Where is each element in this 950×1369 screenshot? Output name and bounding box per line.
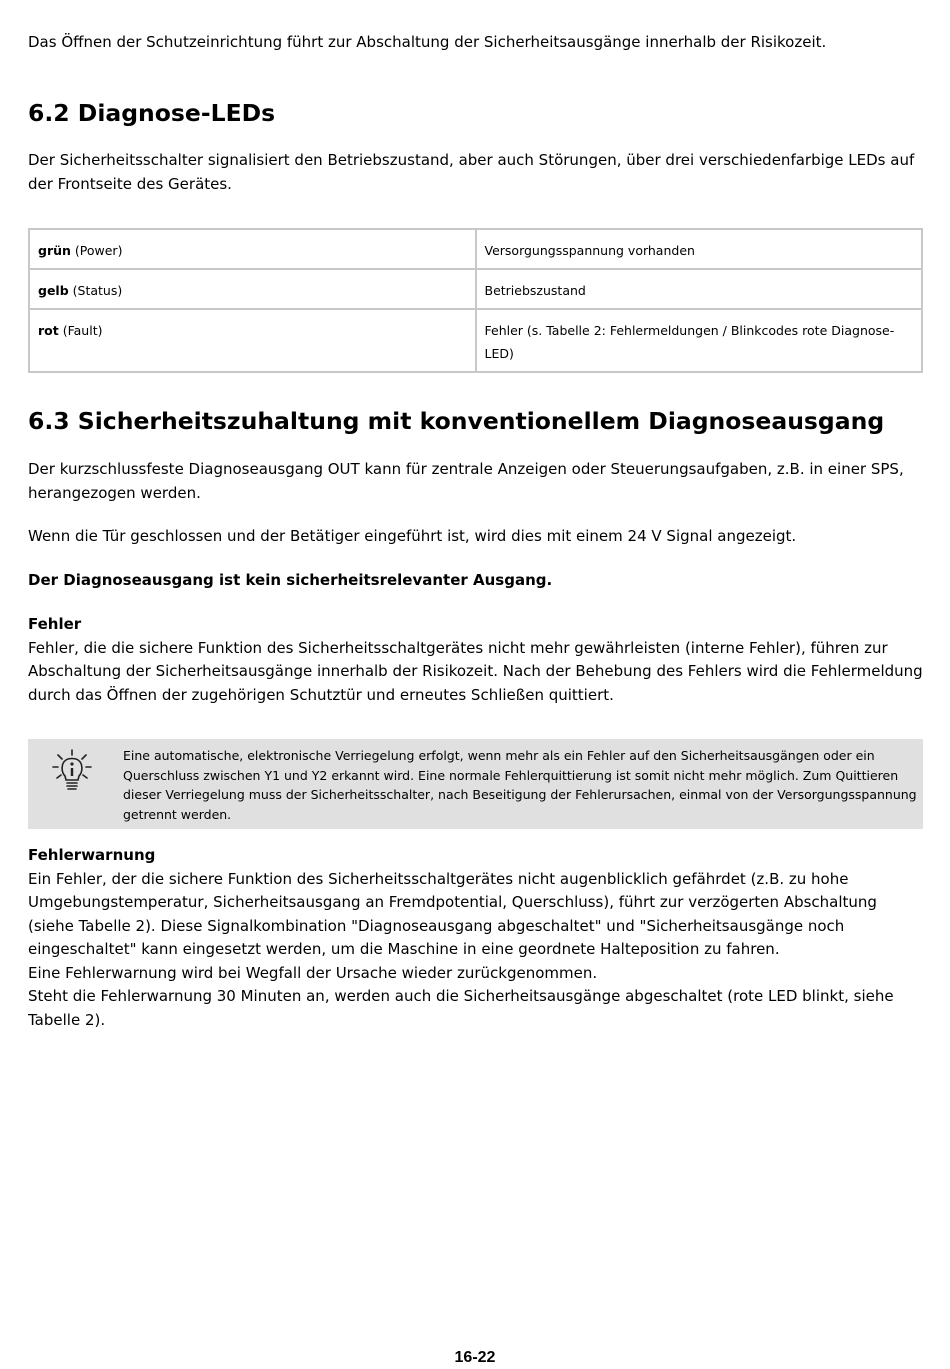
led-color: grün — [38, 243, 71, 258]
fehlerwarnung-block — [28, 844, 923, 1032]
led-name-cell — [29, 229, 476, 269]
bold-statement: Der Diagnoseausgang ist kein sicherheitsrelevanter Ausgang. — [28, 571, 553, 589]
fehlerwarnung-heading: Fehlerwarnung — [28, 846, 156, 864]
led-description: Fehler (s. Tabelle 2: Fehlermeldungen / Blinkcodes rote Diagnose-LED) — [476, 309, 923, 372]
fehlerwarnung-line-3: Steht die Fehlerwarnung 30 Minuten an, werden auch die Sicherheitsausgänge abgeschaltet (rote LED blinkt, siehe Tabelle 2). — [28, 987, 894, 1029]
fehlerwarnung-line-1: Ein Fehler, der die sichere Funktion des Sicherheitsschaltgerätes nicht augenblicklich gefährdet (z.B. zu hohe Umgebungstemperatur, Sicherheitsausgang an Fremdpotential, Querschluss), führt zur verzögerten Abschaltung (siehe Tabelle 2). Diese Signalkombination "Diagnoseausgang abgeschaltet" und "Sicherheitsausgänge noch eingeschaltet" kann eingesetzt werden, um die Maschine in eine geordnete Halteposition zu fahren. — [28, 869, 877, 958]
led-description: Betriebszustand — [476, 269, 923, 309]
info-note-text: Eine automatische, elektronische Verriegelung erfolgt, wenn mehr als ein Fehler auf den Sicherheitsausgängen oder ein Querschluss zwischen Y1 und Y2 erkannt wird. Eine normale Fehlerquittierung ist somit nicht mehr möglich. Zum Quittieren dieser Verriegelung muss der Sicherheitsschalter, nach Beseitigung der Fehlerursachen, einmal von der Versorgungsspannung getrennt werden. — [123, 748, 917, 822]
led-label: (Fault) — [62, 323, 103, 338]
led-description: Versorgungsspannung vorhanden — [476, 229, 923, 269]
led-row-red — [29, 309, 922, 372]
fehler-heading: Fehler — [28, 615, 82, 633]
info-note — [28, 739, 923, 829]
section-6-2-heading: 6.2 Diagnose-LEDs — [28, 99, 276, 127]
section-6-3-paragraph-1: Der kurzschlussfeste Diagnoseausgang OUT kann für zentrale Anzeigen oder Steuerungsaufgaben, z.B. in einer SPS, herangezogen werden. — [28, 460, 904, 502]
led-row-green — [29, 229, 922, 269]
section-6-2-paragraph: Der Sicherheitsschalter signalisiert den Betriebszustand, aber auch Störungen, über drei verschiedenfarbige LEDs auf der Frontseite des Gerätes. — [28, 151, 915, 193]
fehlerwarnung-line-2: Eine Fehlerwarnung wird bei Wegfall der Ursache wieder zurückgenommen. — [28, 963, 598, 982]
fehler-block — [28, 613, 923, 707]
led-table — [28, 228, 923, 373]
fehler-text: Fehler, die die sichere Funktion des Sicherheitsschaltgerätes nicht mehr gewährleisten (interne Fehler), führen zur Abschaltung der Sicherheitsausgänge innerhalb der Risikozeit. Nach der Behebung des Fehlers wird die Fehlermeldung durch das Öffnen der zugehörigen Schutztür und erneutes Schließen quittiert. — [28, 638, 923, 704]
led-color: rot — [38, 323, 59, 338]
led-label: (Status) — [72, 283, 123, 298]
led-label: (Power) — [74, 243, 123, 258]
lightbulb-info-icon — [52, 749, 92, 791]
section-6-3-paragraph-2: Wenn die Tür geschlossen und der Betätiger eingeführt ist, wird dies mit einem 24 V Signal angezeigt. — [28, 527, 797, 545]
page-number: 16-22 — [454, 1349, 496, 1366]
led-name-cell — [29, 269, 476, 309]
led-name-cell — [29, 309, 476, 372]
led-row-yellow — [29, 269, 922, 309]
led-color: gelb — [38, 283, 69, 298]
intro-paragraph: Das Öffnen der Schutzeinrichtung führt zur Abschaltung der Sicherheitsausgänge innerhalb der Risikozeit. — [28, 33, 827, 51]
section-6-3-heading: 6.3 Sicherheitszuhaltung mit konventionellem Diagnoseausgang — [28, 407, 885, 435]
